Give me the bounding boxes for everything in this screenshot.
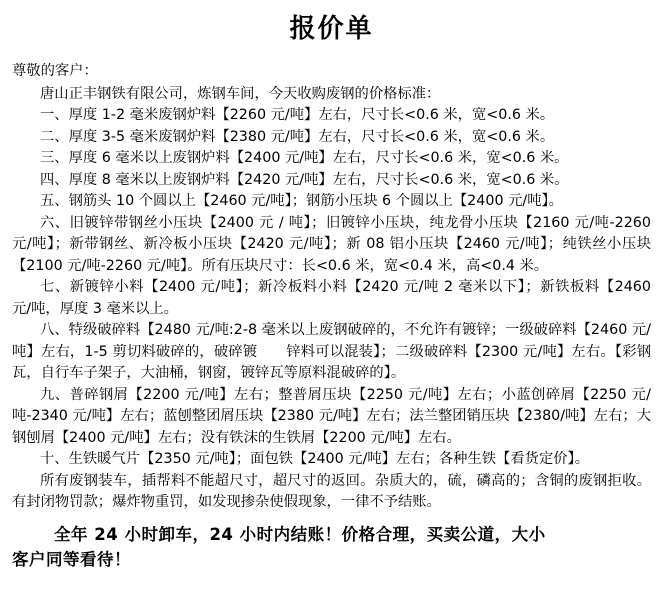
document-body (0, 61, 663, 572)
price-item-3: 三、厚度 6 毫米以上废钢炉料【2400 元/吨】左右，尺寸长<0.6 米，宽<0.6 米。 (40, 150, 569, 167)
closing-line-1: 全年 24 小时卸车，24 小时内结账！价格合理，买卖公道，大小 (54, 524, 546, 544)
price-item-5: 五、钢筋头 10 个圆以上【2460 元/吨】；钢筋小压块 6 个圆以上【2400 元/吨】。 (40, 193, 563, 210)
price-item-10: 十、生铁暖气片【2350 元/吨】；面包铁【2400 元/吨】左右；各种生铁【看货定价】。 (40, 451, 589, 468)
price-item-1: 一、厚度 1-2 毫米废钢炉料【2260 元/吨】左右，尺寸长<0.6 米，宽<0.6 米。 (40, 107, 555, 124)
intro-paragraph: 唐山正丰钢铁有限公司，炼钢车间，今天收购废钢的价格标准： (40, 85, 441, 102)
price-item-2: 二、厚度 3-5 毫米废钢炉料【2380 元/吨】左右，尺寸长<0.6 米，宽<0.6 米。 (40, 128, 555, 145)
price-item-6: 六、旧镀锌带钢丝小压块【2400 元 / 吨】；旧镀锌小压块，纯龙骨小压块【2160 元/吨-2260 元/吨】；新带钢丝、新冷板小压块【2420 元/吨】；新 08 铝小压块【2460 元/吨】；纯铁丝小压块【2100 元/吨-2260 元/吨】。所有压块尺寸：长<0.6 米，宽<0.4 米，高<0.4 米。 (12, 214, 651, 274)
price-item-4: 四、厚度 8 毫米以上废钢炉料【2420 元/吨】左右，尺寸长<0.6 米，宽<0.6 米。 (40, 171, 569, 188)
price-item-7: 七、新镀锌小料【2400 元/吨】；新冷板料小料【2420 元/吨 2 毫米以下】；新铁板料【2460 元/吨，厚度 3 毫米以上。 (12, 279, 651, 317)
notes-paragraph: 所有废钢装车，插帮料不能超尺寸，超尺寸的返回。杂质大的，硫，磷高的；含铜的废钢拒收。有封闭物罚款；爆炸物重罚，如发现掺杂使假现象，一律不予结账。 (12, 472, 651, 511)
document-page (0, 14, 663, 608)
price-item-9: 九、普碎钢屑【2200 元/吨】左右；整普屑压块【2250 元/吨】左右；小蓝创碎屑【2250 元/吨-2340 元/吨】左右；蓝刨整团屑压块【2380 元/吨】左右；法兰整团销压块【2380/吨】左右；大钢刨屑【2400 元/吨】左右；没有铁沫的生铁屑【2200 元/吨】左右。 (12, 386, 651, 446)
closing-line-2: 客户同等看待！ (12, 549, 131, 569)
closing-statement (12, 522, 651, 572)
price-item-8: 八、特级破碎料【2480 元/吨:2-8 毫米以上废钢破碎的，不允许有镀锌；一级破碎料【2460 元/吨】左右，1-5 剪切料破碎的，破碎镀 锌料可以混装】；二级破碎料【2300 元/吨】左右。【彩钢瓦，自行车子架子，大油桶，钢窗，镀锌瓦等原料混破碎的】。 (12, 322, 651, 382)
page-title: 报价单 (289, 14, 374, 44)
salutation: 尊敬的客户： (12, 63, 98, 80)
